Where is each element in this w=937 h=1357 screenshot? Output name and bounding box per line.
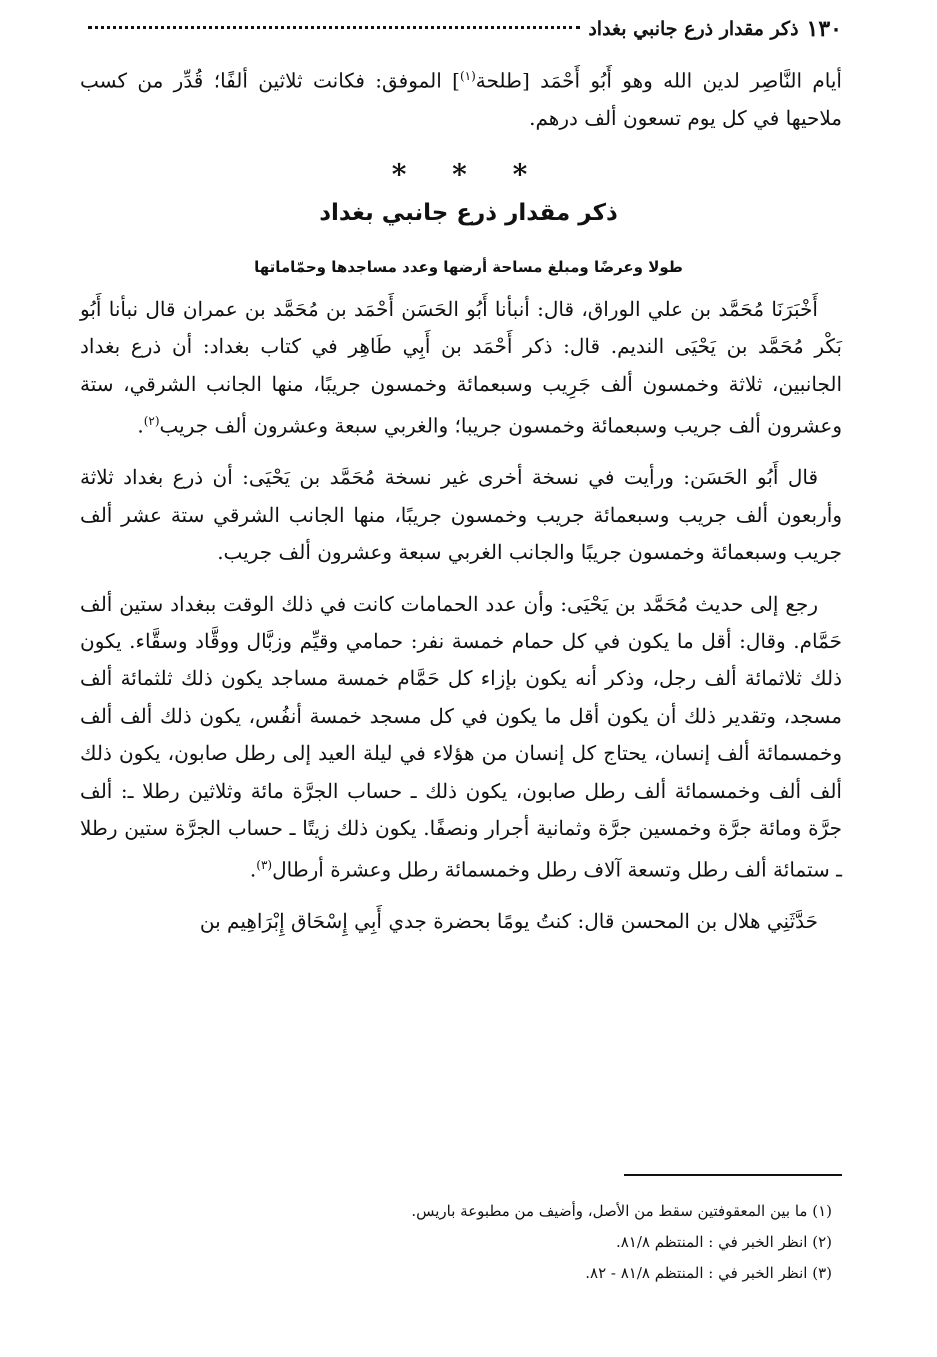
running-title: ذكر مقدار ذرع جانبي بغداد [588, 18, 799, 40]
intro-part-1: أيام النَّاصِر لدين الله وهو أَبُو أَحْمَد [طلحة [475, 68, 842, 93]
paragraph-1-end: . [137, 413, 144, 438]
paragraph-2 [80, 459, 842, 571]
running-header [80, 12, 842, 46]
paragraph-1-text: أَخْبَرَنَا مُحَمَّد بن علي الوراق، قال: أنبأنا أَبُو الحَسَن أَحْمَد بن مُحَمَّد بن عمران قال نبأنا أَبُو بَكْر مُحَمَّد بن يَحْيَى النديم. قال: ذكر أَحْمَد بن أَبِي طَاهِر في كتاب بغداد: أن ذرع بغداد الجانبين، ثلاثة وخمسون ألف جَرِيب وسبعمائة وخمسون جريبًا، منها الجانب الشرقي، ستة وعشرون ألف جريب وسبعمائة وخمسون جريبا؛ والغربي سبعة وعشرون ألف جريب [80, 297, 842, 438]
paragraph-3 [80, 586, 842, 890]
footnote-ref-3[interactable]: (٣) [256, 858, 273, 873]
section-divider-stars: * * * [391, 158, 546, 191]
footnote-separator [624, 1174, 842, 1176]
footnote-2: (٢) انظر الخبر في : المنتظم ٨١/٨. [615, 1233, 832, 1251]
paragraph-3-end: . [249, 858, 257, 882]
section-subtitle: طولا وعرضًا ومبلغ مساحة أرضها وعدد مساجدها وحمّاماتها [254, 258, 683, 276]
paragraph-3-text: رجع إلى حديث مُحَمَّد بن يَحْيَى: وأن عدد الحمامات كانت في ذلك الوقت ببغداد ستين ألف حَمَّام. وقال: أقل ما يكون في كل حمام خمسة نفر: حمامي وقيِّم وزبَّال ووقَّاد وسقَّاء. يكون ذلك ثلاثمائة ألف رجل، وذكر أنه يكون بإزاء كل حَمَّام خمسة مساجد يكون ذلك ثلثمائة ألف مسجد، وتقدير ذلك أن يكون أقل ما يكون في كل مسجد خمسة أنفُس، يكون ذلك ألف ألف وخمسمائة ألف إنسان، يحتاج كل إنسان من هؤلاء في ليلة العيد إلى رطل صابون، يكون ذلك ألف ألف وخمسمائة ألف رطل صابون، يكون ذلك ـ حساب الجرَّة مائة وثلاثين رطلا ـ: ألف جرَّة ومائة جرَّة وخمسين جرَّة وثمانية أجرار ونصفًا. يكون ذلك زيتًا ـ حساب الجرَّة ستين رطلا ـ ستمائة ألف رطل وتسعة آلاف رطل وخمسمائة رطل وعشرة أرطال [80, 591, 843, 882]
paragraph-4 [80, 903, 842, 940]
footnote-ref-1[interactable]: (١) [459, 69, 476, 83]
paragraph-4-text: حَدَّثَنِي هلال بن المحسن قال: كنتُ يومًا بحضرة جدي أَبِي إِسْحَاق إِبْرَاهِيم بن [199, 909, 818, 934]
section-title: ذكر مقدار ذرع جانبي بغداد [319, 200, 618, 226]
intro-part-2: ] الموفق: فكانت ثلاثين ألفًا؛ قُدِّر من كسب ملاحيها في كل يوم تسعون ألف درهم. [80, 68, 842, 131]
footnote-1: (١) ما بين المعقوفتين سقط من الأصل، وأضيف من مطبوعة باريس. [411, 1202, 832, 1220]
paragraph-1 [80, 291, 842, 445]
intro-text [80, 58, 842, 137]
header-dot-leader [88, 26, 580, 29]
paragraph-2-text: قال أَبُو الحَسَن: ورأيت في نسخة أخرى غير نسخة مُحَمَّد بن يَحْيَى: أن ذرع بغداد ثلاثة وأربعون ألف جريب وسبعمائة جريب وخمسون جريبًا، منها الجانب الشرقي ستة عشر ألف جريب وسبعمائة وخمسون جريبًا والجانب الغربي سبعة وعشرون ألف جريب. [80, 465, 842, 565]
footnote-3: (٣) انظر الخبر في : المنتظم ٨١/٨ - ٨٢. [585, 1264, 832, 1282]
footnotes [80, 1196, 832, 1289]
footnote-ref-2[interactable]: (٢) [143, 414, 160, 429]
body-text [80, 291, 842, 941]
page-number: ١٣٠ [806, 16, 842, 42]
